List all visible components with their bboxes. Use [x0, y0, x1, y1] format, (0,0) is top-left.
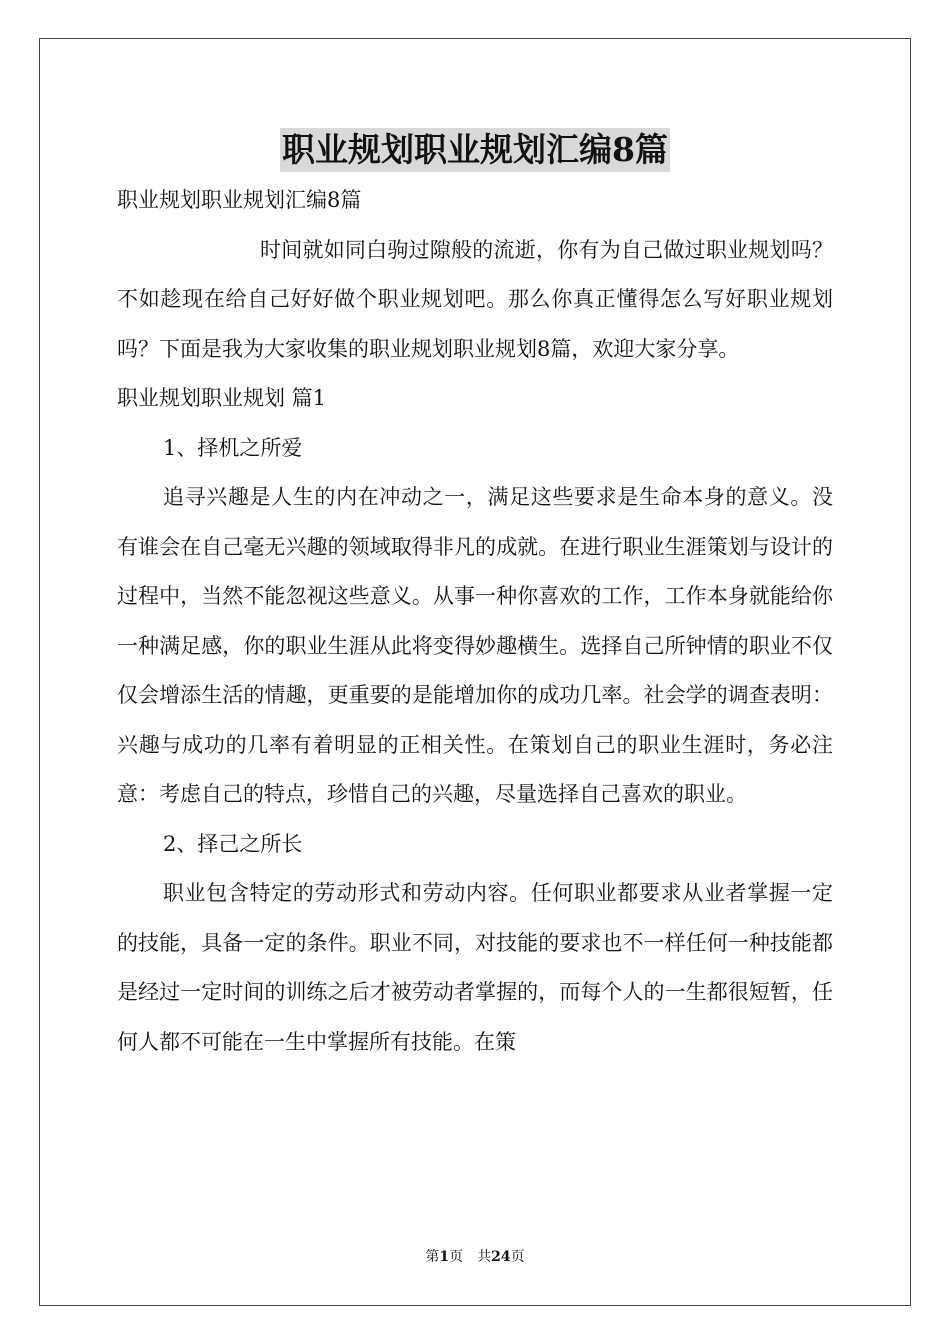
- footer-page-mid: 页 共: [449, 1249, 492, 1265]
- footer-page-prefix: 第: [425, 1249, 440, 1265]
- item-heading-1: 1、择机之所爱: [163, 435, 303, 460]
- section-heading: 职业规划职业规划 篇1: [117, 386, 327, 410]
- document-title: 职业规划职业规划汇编8篇: [280, 128, 670, 172]
- intro-paragraph: 时间就如同白驹过隙般的流逝，你有为自己做过职业规划吗？不如趁现在给自己好好做个职业规划吧。那么你真正懂得怎么写好职业规划吗？下面是我为大家收集的职业规划职业规划8篇，欢迎大家分享。: [117, 237, 833, 361]
- page-footer: [0, 1247, 950, 1267]
- item-heading-2: 2、择己之所长: [163, 831, 303, 856]
- document-subtitle: 职业规划职业规划汇编8篇: [117, 188, 362, 212]
- footer-page-suffix: 页: [510, 1249, 525, 1265]
- item-body-1: 追寻兴趣是人生的内在冲动之一，满足这些要求是生命本身的意义。没有谁会在自己毫无兴趣的领域取得非凡的成就。在进行职业生涯策划与设计的过程中，当然不能忽视这些意义。从事一种你喜欢的工作，工作本身就能给你一种满足感，你的职业生涯从此将变得妙趣横生。选择自己所钟情的职业不仅仅会增添生活的情趣，更重要的是能增加你的成功几率。社会学的调查表明：兴趣与成功的几率有着明显的正相关性。在策划自己的职业生涯时，务必注意：考虑自己的特点，珍惜自己的兴趣，尽量选择自己喜欢的职业。: [117, 485, 833, 806]
- footer-page-number: 1: [439, 1249, 450, 1265]
- document-body: [117, 176, 833, 1067]
- title-container: [0, 128, 950, 172]
- footer-total-pages: 24: [491, 1249, 511, 1265]
- item-body-2: 职业包含特定的劳动形式和劳动内容。任何职业都要求从业者掌握一定的技能，具备一定的条件。职业不同，对技能的要求也不一样任何一种技能都是经过一定时间的训练之后才被劳动者掌握的，而每个人的一生都很短暂，任何人都不可能在一生中掌握所有技能。在策: [117, 881, 833, 1054]
